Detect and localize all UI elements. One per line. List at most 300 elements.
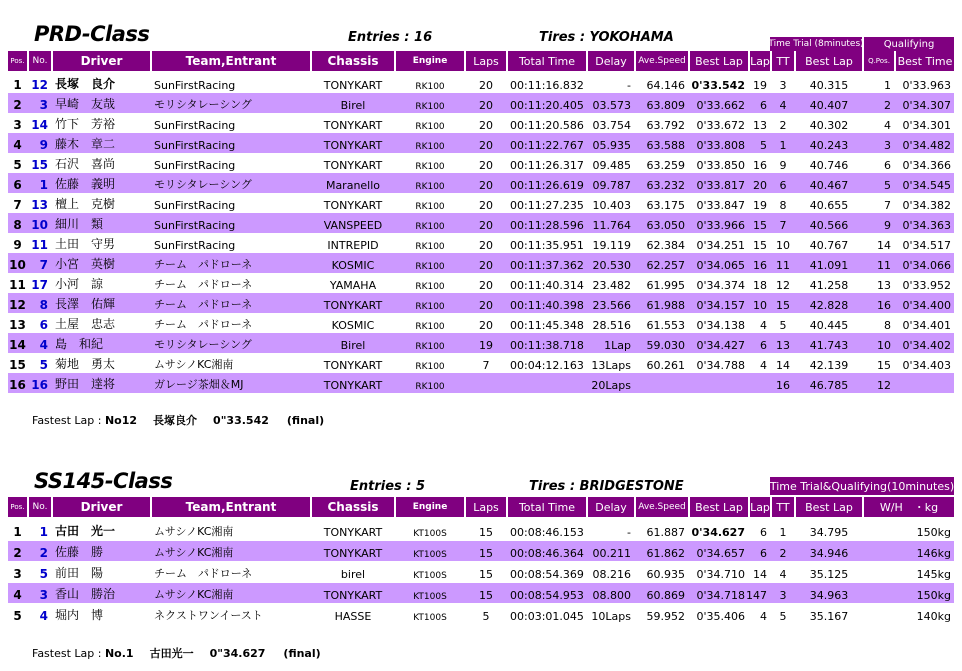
col-best-lap: Best Lap [690,51,748,71]
fastest-lap-note: (final) [283,647,321,660]
cell-driver: 野田 達将 [55,377,116,391]
cell-team: SunFirstRacing [154,119,236,132]
cell-chassis: TONYKART [323,526,383,539]
cell-engine: RK100 [415,202,445,212]
cell-best-lap: 0'35.406 [696,610,745,623]
cell-chassis: TONYKART [323,119,383,132]
cell-best-lap: 0'34.788 [696,359,745,372]
cell-chassis: TONYKART [323,379,383,392]
cell-tt: 13 [776,339,790,352]
cell-laps: 20 [479,99,493,112]
cell-best-lap: 0'34.157 [696,299,745,312]
cell-q-best-time: 0'34.382 [902,199,951,212]
cell-total-time: 00:08:46.364 [510,547,584,560]
cell-best-lap: 0'33.847 [696,199,745,212]
cell-total-time: 00:11:27.235 [510,199,584,212]
cell-tt: 2 [779,547,787,560]
col-engine: Engine [396,497,464,517]
col-tt-best-lap: Best Lap [796,51,862,71]
cell-ave-speed: 64.146 [646,79,685,92]
cell-driver: 長澤 佑輝 [55,297,116,311]
cell-no: 1 [39,525,48,539]
prd-table-header [8,51,954,71]
cell-team: SunFirstRacing [154,139,236,152]
cell-driver: 竹下 芳裕 [55,117,116,131]
cell-best-lap: 0'34.065 [696,259,745,272]
cell-delay: 10Laps [591,610,631,623]
cell-chassis: TONYKART [323,159,383,172]
cell-tt-best-lap: 40.655 [809,199,849,212]
cell-tt: 2 [779,119,787,132]
cell-no: 10 [31,218,48,232]
col-tt-best-lap: Best Lap [796,497,862,517]
col-total-time: Total Time [508,497,586,517]
cell-delay: 00.211 [592,547,631,560]
cell-chassis: KOSMIC [331,319,375,332]
cell-best-lap: 0'33.966 [696,219,745,232]
cell-laps: 20 [479,119,493,132]
cell-tt: 5 [779,319,787,332]
cell-tt-best-lap: 40.315 [809,79,849,92]
cell-engine: RK100 [415,82,445,92]
cell-q-pos: 13 [877,279,891,292]
cell-pos: 3 [13,118,22,132]
table-row [8,273,954,293]
cell-tt: 10 [776,239,790,252]
col-tt: TT [772,51,794,71]
cell-tt-best-lap: 46.785 [809,379,849,392]
cell-driver: 土屋 忠志 [55,317,116,331]
cell-q-best-time: 0'34.402 [902,339,951,352]
cell-tt-best-lap: 40.445 [809,319,849,332]
cell-no: 4 [39,338,48,352]
cell-q-pos: 3 [884,139,891,152]
cell-team: ガレージ茶畑＆MJ [154,378,244,391]
cell-no: 7 [39,258,48,272]
cell-chassis: TONYKART [323,139,383,152]
cell-chassis: birel [340,568,366,581]
cell-best-lap [690,373,748,393]
cell-laps: 15 [479,526,493,539]
cell-tt-best-lap: 41.743 [809,339,849,352]
cell-tt: 1 [779,139,787,152]
cell-q-pos: 14 [877,239,891,252]
cell-total-time: 00:11:26.619 [510,179,584,192]
prd-fastest-lap [32,412,324,428]
cell-team: SunFirstRacing [154,79,236,92]
cell-tt-best-lap: 41.258 [809,279,849,292]
fastest-lap-driver: 長塚良介 [153,414,198,427]
cell-tt-best-lap: 42.139 [809,359,849,372]
cell-best-lap: 0'33.672 [696,119,745,132]
cell-delay: 03.754 [592,119,631,132]
cell-q-pos: 12 [877,379,891,392]
cell-lap: 15 [753,239,767,252]
cell-lap: 19 [753,199,767,212]
cell-lap: 19 [753,79,767,92]
cell-chassis: INTREPID [327,239,379,252]
cell-q-best-time: 0'34.307 [902,99,951,112]
cell-delay: 23.566 [592,299,631,312]
col-no: No. [29,497,51,517]
cell-no: 5 [39,358,48,372]
cell-q-best-time: 0'33.952 [902,279,951,292]
cell-driver: 堀内 博 [55,608,104,622]
cell-q-best-time: 0'34.517 [902,239,951,252]
cell-engine: RK100 [415,142,445,152]
cell-lap: 10 [753,299,767,312]
cell-q-best-time: 0'34.545 [902,179,951,192]
cell-driver: 細川 類 [55,217,104,231]
cell-pos: 16 [9,378,26,392]
cell-no: 3 [39,98,48,112]
cell-engine: RK100 [415,362,445,372]
cell-team: チーム パドローネ [154,278,253,291]
col-best-lap: Best Lap [690,497,748,517]
cell-laps: 20 [479,199,493,212]
cell-engine: RK100 [415,242,445,252]
cell-tt: 4 [779,99,787,112]
cell-laps: 5 [482,610,490,623]
cell-engine: RK100 [415,382,445,392]
cell-tt: 15 [776,299,790,312]
col-ave-speed: Ave.Speed [636,51,688,71]
table-row [8,153,954,173]
cell-laps: 20 [479,299,493,312]
cell-total-time: 00:11:22.767 [510,139,584,152]
cell-ave-speed: 61.988 [646,299,685,312]
ss145-class-title: SS145-Class [34,469,173,493]
col-no: No. [29,51,51,71]
cell-total-time: 00:11:20.405 [510,99,584,112]
cell-best-lap: 0'33.817 [696,179,745,192]
cell-team: モリシタレーシング [154,98,252,111]
cell-engine: RK100 [415,102,445,112]
cell-laps [466,373,506,393]
cell-lap: 6 [760,547,767,560]
cell-tt-best-lap: 42.828 [809,299,849,312]
cell-best-lap: 0'34.710 [696,568,745,581]
prd-qualifying-group-header: Qualifying [864,37,954,51]
table-row [8,173,954,193]
table-row [8,193,954,213]
table-row [8,604,954,624]
table-row [8,233,954,253]
cell-team: SunFirstRacing [154,199,236,212]
cell-engine: RK100 [415,282,445,292]
cell-pos: 5 [13,158,22,172]
cell-no: 16 [31,378,48,392]
cell-best-lap: 0'34.627 [691,526,745,539]
cell-engine: RK100 [415,342,445,352]
cell-team: チーム パドローネ [154,298,253,311]
cell-lap: 6 [760,99,767,112]
cell-team: チーム パドローネ [154,567,253,580]
cell-q-pos: 1 [884,79,891,92]
cell-q-pos: 7 [884,199,891,212]
cell-ave-speed: 60.935 [646,568,685,581]
cell-best-lap: 0'34.657 [696,547,745,560]
cell-pos: 11 [9,278,26,292]
cell-total-time: 00:04:12.163 [510,359,584,372]
cell-team: チーム パドローネ [154,318,253,331]
table-row [8,562,954,582]
cell-q-best-time: 0'34.366 [902,159,951,172]
table-row [8,113,954,133]
cell-q-pos: 11 [877,259,891,272]
cell-team: ムサシノKC湘南 [154,588,234,601]
cell-tt-best-lap: 40.243 [809,139,849,152]
cell-laps: 15 [479,589,493,602]
cell-laps: 20 [479,259,493,272]
cell-laps: 20 [479,159,493,172]
fastest-lap-label: Fastest Lap : [32,647,105,660]
cell-driver: 香山 勝治 [55,587,116,601]
cell-lap: 16 [753,259,767,272]
cell-no: 11 [31,238,48,252]
cell-laps: 7 [482,359,490,372]
cell-total-time: 00:11:28.596 [510,219,584,232]
cell-total-time: 00:11:35.951 [510,239,584,252]
cell-delay: 09.485 [592,159,631,172]
cell-pos: 12 [9,298,26,312]
cell-weight: 140kg [916,610,951,623]
cell-ave-speed: 63.809 [646,99,685,112]
cell-pos: 4 [13,588,22,602]
ss145-group-header: Time Trial&Qualifying(10minutes) [770,477,954,495]
prd-time-trial-group-header: Time Trial (8minutes) [768,39,864,49]
cell-pos: 10 [9,258,26,272]
cell-q-best-time: 0'34.301 [902,119,951,132]
cell-team: チーム パドローネ [154,258,253,271]
cell-team: SunFirstRacing [154,239,236,252]
cell-no: 1 [39,178,48,192]
cell-q-best-time: 0'34.066 [902,259,951,272]
cell-laps: 20 [479,139,493,152]
prd-class-title: PRD-Class [34,22,150,46]
cell-delay: 23.482 [592,279,631,292]
cell-engine: KT100S [413,571,447,581]
cell-ave-speed: 63.588 [646,139,685,152]
col-chassis: Chassis [312,497,394,517]
cell-delay: 08.800 [592,589,631,602]
fastest-lap-time: 0"33.542 [213,414,269,427]
cell-ave-speed: 62.257 [646,259,685,272]
cell-weight: 150kg [916,526,951,539]
cell-pos: 13 [9,318,26,332]
cell-q-best-time: 0'34.482 [902,139,951,152]
cell-total-time: 00:08:54.953 [510,589,584,602]
cell-no: 5 [39,567,48,581]
col-lap: Lap [750,51,770,71]
cell-team: モリシタレーシング [154,338,252,351]
cell-engine: RK100 [415,322,445,332]
cell-engine: RK100 [415,262,445,272]
cell-best-lap: 0'33.662 [696,99,745,112]
cell-laps: 20 [479,279,493,292]
cell-no: 6 [39,318,48,332]
cell-lap: 14 [753,568,767,581]
cell-lap: 13 [753,119,767,132]
table-row [8,133,954,153]
cell-ave-speed: 59.030 [646,339,685,352]
cell-tt: 3 [779,589,787,602]
col-ave-speed: Ave.Speed [636,497,688,517]
cell-ave-speed: 59.952 [646,610,685,623]
cell-no: 15 [31,158,48,172]
cell-tt-best-lap: 40.407 [809,99,849,112]
cell-ave-speed: 61.553 [646,319,685,332]
cell-tt-best-lap: 40.566 [809,219,849,232]
cell-laps: 20 [479,79,493,92]
cell-q-pos: 15 [877,359,891,372]
cell-driver: 小河 諒 [55,277,104,291]
cell-tt: 12 [776,279,790,292]
cell-driver: 藤木 章二 [55,137,116,151]
cell-total-time: 00:08:54.369 [510,568,584,581]
cell-engine: RK100 [415,122,445,132]
cell-total-time: 00:11:20.586 [510,119,584,132]
cell-chassis: Birel [340,99,366,112]
cell-driver: 菊地 勇太 [55,357,116,371]
cell-tt: 7 [779,219,787,232]
cell-no: 12 [31,78,48,92]
cell-engine: RK100 [415,162,445,172]
cell-delay: 09.787 [592,179,631,192]
col-engine: Engine [396,51,464,71]
col-weight: W/H ・kg [864,497,954,517]
cell-pos: 4 [13,138,22,152]
cell-team: ムサシノKC湘南 [154,358,234,371]
col-q-best-time: Best Time [896,51,954,71]
cell-ave-speed: 63.175 [646,199,685,212]
cell-delay: 20.530 [592,259,631,272]
cell-best-lap: 0'34.374 [696,279,745,292]
cell-best-lap: 0'33.808 [696,139,745,152]
cell-best-lap: 0'33.542 [691,79,745,92]
cell-no: 9 [39,138,48,152]
cell-tt: 16 [776,379,790,392]
cell-chassis: TONYKART [323,199,383,212]
cell-total-time: 00:08:46.153 [510,526,584,539]
cell-total-time: 00:11:38.718 [510,339,584,352]
cell-laps: 20 [479,179,493,192]
cell-driver: 前田 陽 [55,566,104,580]
table-row [8,313,954,333]
cell-pos: 8 [13,218,22,232]
cell-delay: 08.216 [592,568,631,581]
cell-delay: 20Laps [591,379,631,392]
fastest-lap-label: Fastest Lap : [32,414,105,427]
cell-driver: 石沢 喜尚 [55,157,116,171]
cell-tt: 9 [779,159,787,172]
cell-ave-speed: 61.887 [646,526,685,539]
cell-no: 8 [39,298,48,312]
cell-q-pos: 4 [884,119,891,132]
cell-ave-speed: 61.995 [646,279,685,292]
cell-laps: 15 [479,568,493,581]
cell-total-time: 00:11:37.362 [510,259,584,272]
cell-chassis: TONYKART [323,547,383,560]
cell-ave-speed: 63.050 [646,219,685,232]
cell-delay: 05.935 [592,139,631,152]
cell-pos: 2 [13,98,22,112]
cell-q-pos: 6 [884,159,891,172]
cell-delay: - [627,79,631,92]
cell-lap: 15 [753,219,767,232]
cell-engine: RK100 [415,302,445,312]
table-row [8,333,954,353]
cell-driver: 土田 守男 [55,237,116,251]
cell-chassis: VANSPEED [323,219,383,232]
cell-delay: 11.764 [592,219,631,232]
cell-ave-speed [636,373,688,393]
cell-tt: 6 [779,179,787,192]
table-row [8,541,954,561]
cell-weight: 146kg [916,547,951,560]
col-team: Team,Entrant [152,51,310,71]
table-row [8,373,954,393]
cell-q-pos: 5 [884,179,891,192]
cell-q-pos: 10 [877,339,891,352]
cell-laps: 15 [479,547,493,560]
cell-chassis: TONYKART [323,299,383,312]
cell-engine: KT100S [413,613,447,623]
col-delay: Delay [588,497,634,517]
cell-total-time: 00:11:26.317 [510,159,584,172]
cell-lap: 6 [760,339,767,352]
table-row [8,93,954,113]
cell-tt: 8 [779,199,787,212]
ss145-entries: Entries : 5 [350,479,426,494]
col-team: Team,Entrant [152,497,310,517]
fastest-lap-driver: 古田光一 [149,647,194,660]
cell-chassis: YAMAHA [329,279,377,292]
col-pos: Pos. [8,51,27,71]
cell-driver: 佐藤 義明 [55,177,116,191]
col-laps: Laps [466,51,506,71]
cell-ave-speed: 60.869 [646,589,685,602]
col-driver: Driver [53,497,150,517]
cell-total-time: 00:11:16.832 [510,79,584,92]
table-row [8,353,954,373]
cell-ave-speed: 63.259 [646,159,685,172]
cell-tt-best-lap: 40.767 [809,239,849,252]
cell-tt-best-lap: 34.946 [809,547,849,560]
cell-tt: 5 [779,610,787,623]
col-total-time: Total Time [508,51,586,71]
cell-q-pos: 2 [884,99,891,112]
cell-q-best-time: 0'34.401 [902,319,951,332]
cell-driver: 早崎 友哉 [55,97,116,111]
cell-total-time: 00:11:40.314 [510,279,584,292]
cell-q-best-time: 0'34.403 [902,359,951,372]
cell-pos: 1 [13,525,22,539]
cell-delay: - [627,526,631,539]
cell-laps: 19 [479,339,493,352]
prd-entries: Entries : 16 [348,30,433,45]
cell-best-lap: 0'34.718 [696,589,745,602]
cell-q-pos: 9 [884,219,891,232]
fastest-lap-note: (final) [286,414,325,427]
cell-tt: 14 [776,359,790,372]
cell-lap: 4 [760,359,767,372]
cell-tt: 1 [779,526,787,539]
cell-q-best-time: 0'34.363 [902,219,951,232]
cell-q-pos: 16 [877,299,891,312]
cell-team: SunFirstRacing [154,219,236,232]
cell-driver: 島 和紀 [55,337,104,351]
